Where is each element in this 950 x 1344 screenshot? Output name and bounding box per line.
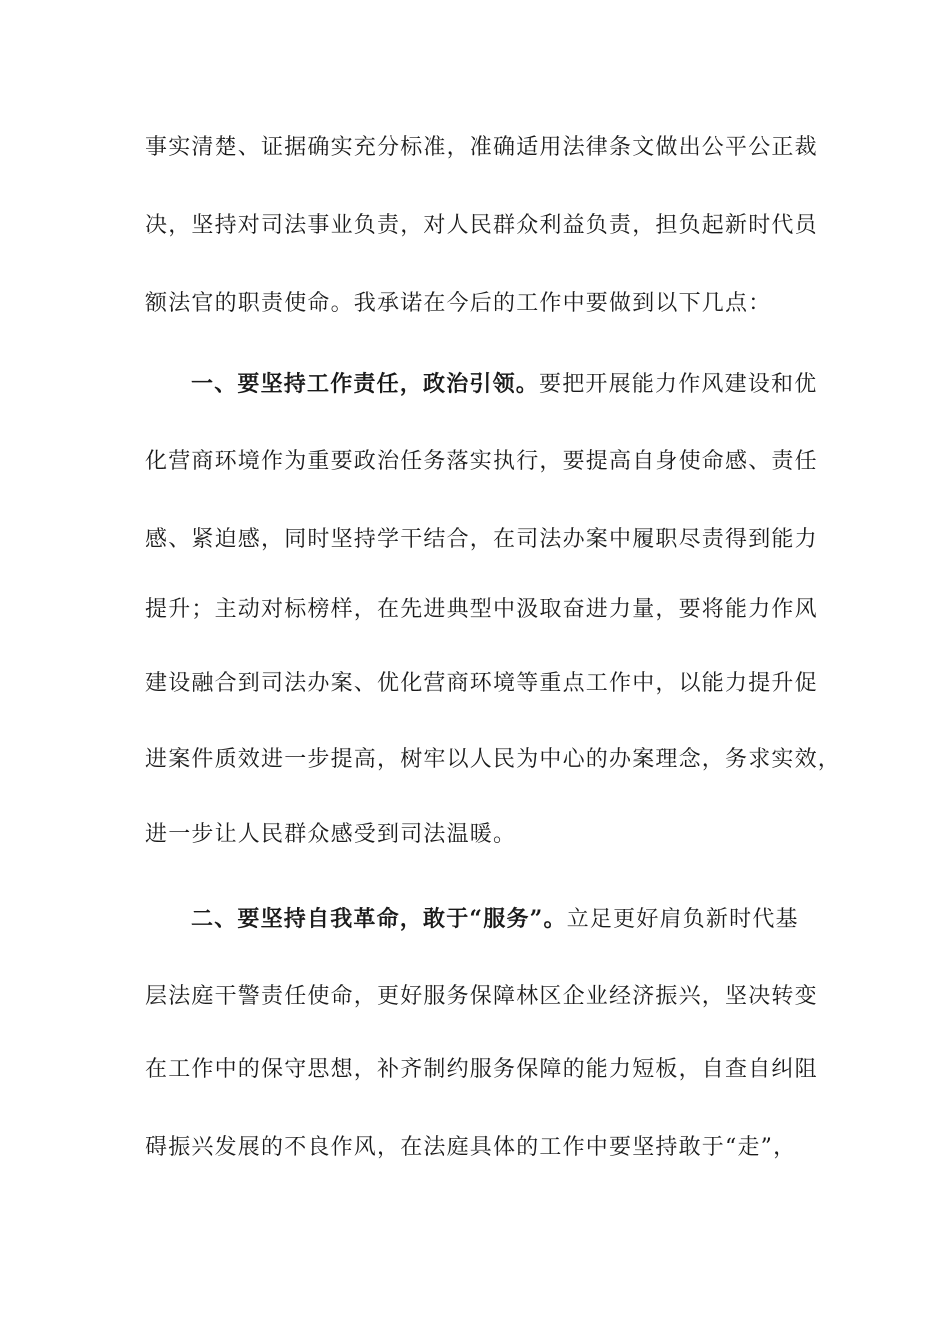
paragraph-line: 进案件质效进一步提高，树牢以人民为中心的办案理念，务求实效， [145,747,842,772]
paragraph-line: 化营商环境作为重要政治任务落实执行，要提高自身使命感、责任 [145,449,818,474]
paragraph-line: 层法庭干警责任使命，更好服务保障林区企业经济振兴，坚决转变 [145,984,818,1009]
paragraph-line: 进一步让人民群众感受到司法温暖。 [145,822,517,847]
paragraph-line: 额法官的职责使命。我承诺在今后的工作中要做到以下几点： [145,291,772,316]
section-one-text: 要把开展能力作风建设和优 [539,372,818,397]
paragraph-line: 事实清楚、证据确实充分标准，准确适用法律条文做出公平公正裁 [145,135,818,160]
section-one-first-line [191,370,818,399]
section-two-first-line [191,905,805,934]
section-two-text: 立足更好肩负新时代基 [566,907,799,932]
paragraph-line: 在工作中的保守思想，补齐制约服务保障的能力短板，自查自纠阻 [145,1057,818,1082]
paragraph-line: 提升；主动对标榜样，在先进典型中汲取奋进力量，要将能力作风 [145,597,818,622]
paragraph-line: 决，坚持对司法事业负责，对人民群众利益负责，担负起新时代员 [145,213,818,238]
paragraph-line: 碍振兴发展的不良作风，在法庭具体的工作中要坚持敢于“走”， [145,1135,797,1160]
section-two-heading: 二、要坚持自我革命，敢于“服务”。 [191,906,567,932]
paragraph-line: 建设融合到司法办案、优化营商环境等重点工作中，以能力提升促 [145,671,818,696]
section-one-heading: 一、要坚持工作责任，政治引领。 [191,371,540,397]
paragraph-line: 感、紧迫感，同时坚持学干结合，在司法办案中履职尽责得到能力 [145,527,818,552]
